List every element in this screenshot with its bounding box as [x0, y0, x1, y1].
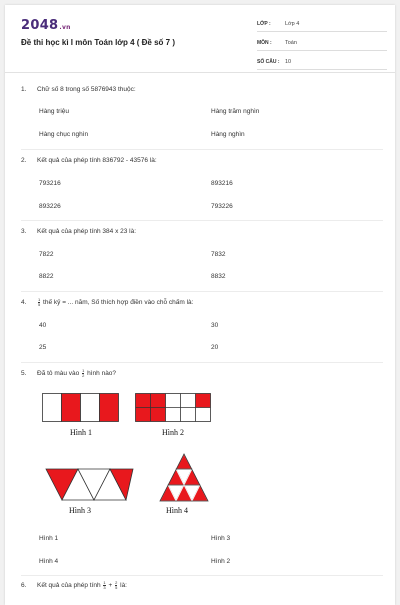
- q3-option-a[interactable]: 7822: [39, 251, 54, 258]
- divider: [21, 220, 383, 221]
- q5-option-a[interactable]: Hình 1: [39, 535, 59, 542]
- divider: [21, 575, 383, 576]
- question-2: 2. Kết quả của phép tính 836792 - 43576 là:: [21, 157, 157, 164]
- q4-option-a[interactable]: 40: [39, 322, 47, 329]
- q4-option-c[interactable]: 25: [39, 344, 47, 351]
- exam-sheet: [5, 5, 395, 605]
- q5-option-c[interactable]: Hình 4: [39, 558, 59, 565]
- q2-option-a[interactable]: 793216: [39, 180, 61, 187]
- question-3: 3. Kết quả của phép tính 384 x 23 là:: [21, 228, 137, 235]
- figure-3: [45, 468, 135, 502]
- q4-option-d[interactable]: 20: [211, 344, 219, 351]
- meta-subject: MÔN : Toán: [257, 36, 387, 51]
- q1-option-d[interactable]: Hàng nghìn: [211, 131, 245, 138]
- q5-option-d[interactable]: Hình 2: [211, 558, 231, 565]
- divider: [21, 362, 383, 363]
- q5-option-b[interactable]: Hình 3: [211, 535, 231, 542]
- q3-option-d[interactable]: 8832: [211, 273, 226, 280]
- q1-option-a[interactable]: Hàng triệu: [39, 108, 69, 115]
- fraction: $\frac{1}{5}$: [38, 297, 41, 307]
- exam-meta: [257, 17, 387, 74]
- exam-title: Đề thi học kì I môn Toán lớp 4 ( Đề số 7 ): [21, 38, 175, 47]
- fraction: $\frac{1}{2}$: [82, 368, 85, 378]
- figure-1-label: Hình 1: [70, 428, 92, 437]
- header-divider: [5, 72, 395, 73]
- question-4: 4. $\frac{1}{5}$ thế kỷ = ... năm, Số thích hợp điền vào chỗ chấm là:: [21, 297, 194, 307]
- figure-3-label: Hình 3: [69, 506, 91, 515]
- question-1: 1. Chữ số 8 trong số 5876943 thuộc:: [21, 86, 136, 93]
- figure-2: [135, 393, 215, 423]
- q2-option-b[interactable]: 893216: [211, 180, 233, 187]
- question-6: 6. Kết quả của phép tính $\frac{1}{3}$ + $\frac{2}{5}$ là:: [21, 580, 127, 590]
- figure-2-label: Hình 2: [162, 428, 184, 437]
- q2-option-d[interactable]: 793226: [211, 203, 233, 210]
- site-logo[interactable]: 2048.vn: [21, 18, 71, 33]
- fraction: $\frac{1}{3}$: [103, 580, 106, 590]
- q4-option-b[interactable]: 30: [211, 322, 219, 329]
- divider: [21, 291, 383, 292]
- figure-4-label: Hình 4: [166, 506, 188, 515]
- question-5: 5. Đã tô màu vào $\frac{1}{2}$ hình nào?: [21, 368, 117, 378]
- q1-option-b[interactable]: Hàng trăm nghìn: [211, 108, 260, 115]
- q2-option-c[interactable]: 893226: [39, 203, 61, 210]
- figure-4: [155, 453, 215, 505]
- divider: [21, 149, 383, 150]
- q3-option-b[interactable]: 7832: [211, 251, 226, 258]
- fraction: $\frac{2}{5}$: [115, 580, 118, 590]
- meta-class: LỚP : Lớp 4: [257, 17, 387, 32]
- q1-option-c[interactable]: Hàng chục nghìn: [39, 131, 89, 138]
- figure-1: [42, 393, 122, 423]
- meta-question-count: SỐ CÂU : 10: [257, 55, 387, 70]
- q3-option-c[interactable]: 8822: [39, 273, 54, 280]
